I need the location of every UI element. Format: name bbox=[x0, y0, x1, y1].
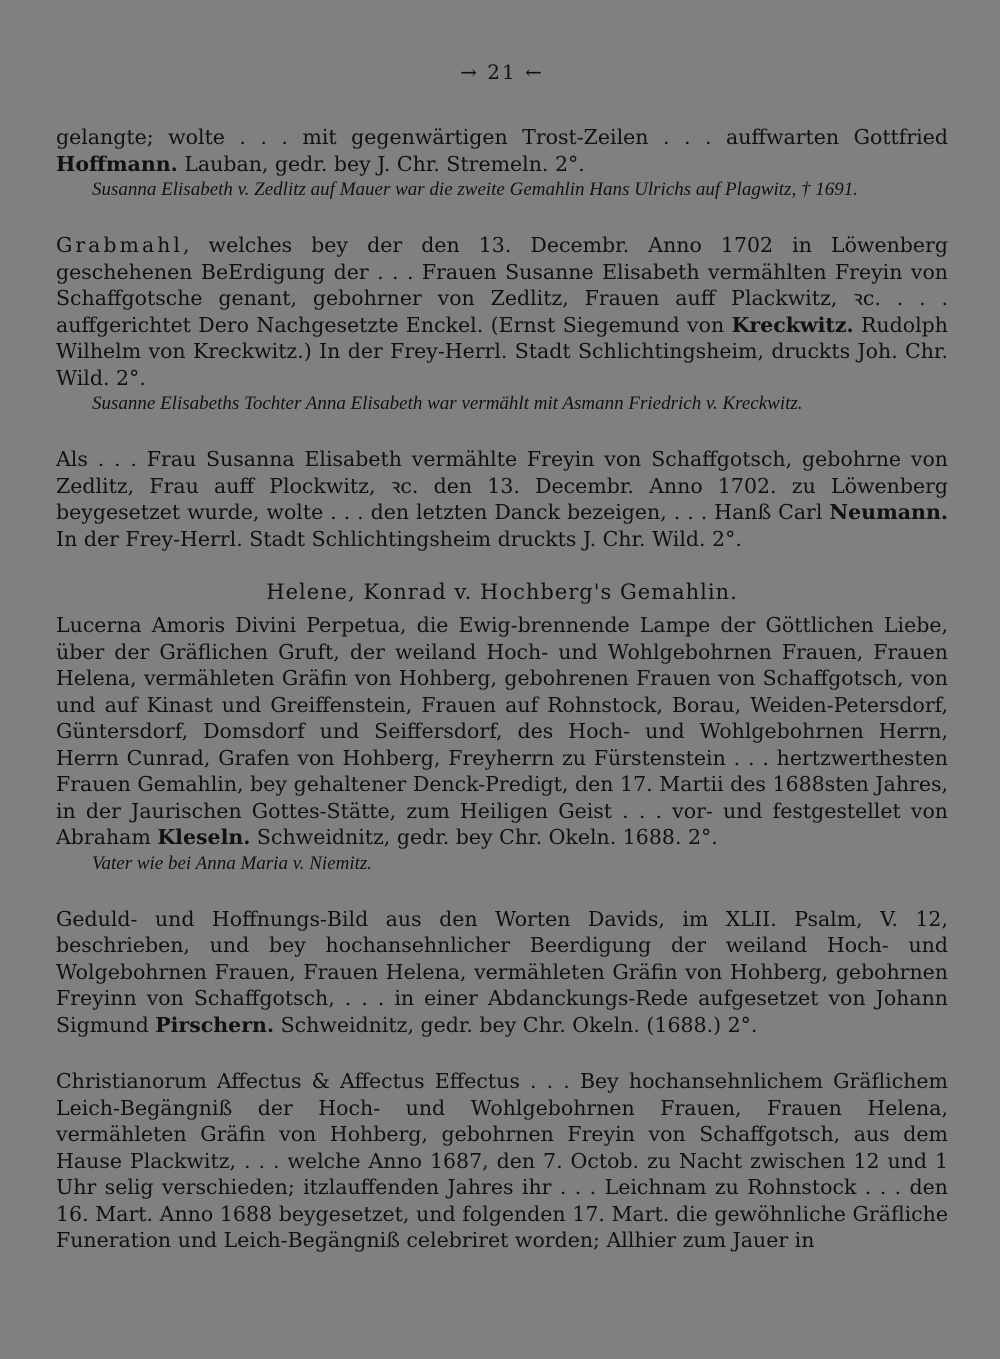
entry-text: Lauban, gedr. bey J. Chr. Stremeln. 2°. bbox=[177, 151, 585, 176]
entry-text: Christianorum Affectus & Affectus Effectus . . . Bey hochansehnlichem Gräflichem Leich-Begängniß der Hoch- und Wohlgebohrnen Frauen, Frauen Helena, vermähleten Gräfin von Hohberg, gebohrnen Freyin von Schaffgotsch, aus dem Hause Plackwitz, . . . welche Anno 1687, den 7. Octob. zu Nacht zwischen 12 und 1 Uhr selig verschieden; itzlauffenden Jahres ihr . . . Leichnam zu Rohnstock . . . den 16. Mart. Anno 1688 beygesetzet, und folgenden 17. Mart. die gewöhnliche Gräfliche Funeration und Leich-Begängniß celebriret worden; Allhier zum Jauer in bbox=[56, 1069, 948, 1252]
author-name: Hoffmann. bbox=[56, 151, 178, 176]
book-page bbox=[56, 60, 948, 1254]
entry-text: Lucerna Amoris Divini Perpetua, die Ewig-brennende Lampe der Göttlichen Liebe, über der Gräflichen Gruft, der weiland Hoch- und Wohlgebohrnen Frauen, Frauen Helena, vermähleten Gräfin von Hohberg, gebohrenen Frauen von Schaffgotsch, von und auf Kinast und Greiffenstein, Frauen auf Rohnstock, Borau, Weiden-Petersdorf, Güntersdorf, Domsdorf und Seiffersdorf, des Hoch- und Wohlgebohrnen Herrn, Herrn Cunrad, Grafen von Hohberg, Freyherrn zu Fürstenstein . . . hertzwerthesten Frauen Gemahlin, bey gehaltener Denck-Predigt, den 17. Martii des 1688sten Jahres, in der Jaurischen Gottes-Stätte, zum Heiligen Geist . . . vor- und festgestellet von Abraham bbox=[56, 613, 948, 849]
author-name: Kreckwitz. bbox=[731, 312, 854, 337]
author-name: Kleseln. bbox=[157, 825, 251, 849]
entry-lead: Grabmahl bbox=[56, 233, 183, 257]
entry-text: In der Frey-Herrl. Stadt Schlichtingsheim druckts J. Chr. Wild. 2°. bbox=[56, 526, 742, 551]
entry-text: Rudolph Wilhelm von Kreckwitz.) In der Frey-Herrl. Stadt Schlichtingsheim, druckts Joh. Chr. Wild. 2°. bbox=[56, 312, 948, 390]
page-number: → 21 ← bbox=[460, 60, 544, 84]
entry-note: Susanne Elisabeths Tochter Anna Elisabeth war vermählt mit Asmann Friedrich v. Kreckwitz. bbox=[92, 393, 803, 414]
entry-note: Vater wie bei Anna Maria v. Niemitz. bbox=[92, 852, 373, 874]
entry-text: Schweidnitz, gedr. bey Chr. Okeln. 1688. 2°. bbox=[250, 825, 718, 849]
author-name: Pirschern. bbox=[155, 1012, 275, 1037]
bibliography-entry bbox=[56, 1068, 948, 1254]
bibliography-entry bbox=[56, 612, 948, 851]
bibliography-entry bbox=[56, 232, 948, 391]
entry-note: Susanna Elisabeth v. Zedlitz auf Mauer war die zweite Gemahlin Hans Ulrichs auf Plagwitz, † 1691. bbox=[92, 179, 858, 200]
entry-text: gelangte; wolte . . . mit gegenwärtigen Trost-Zeilen . . . auffwarten Gottfried bbox=[56, 125, 948, 149]
entry-text: Als . . . Frau Susanna Elisabeth vermählte Freyin von Schaffgotsch, gebohrne von Zedlitz, Frau auff Plockwitz, ꝛc. den 13. Decembr. Anno 1702. zu Löwenberg beygesetzet wurde, wolte . . . den letzten Danck bezeigen, . . . Hanß Carl bbox=[56, 447, 948, 524]
entry-text: Geduld- und Hoffnungs-Bild aus den Worten Davids, im XLII. Psalm, V. 12, beschrieben, und bey hochansehnlicher Beerdigung der weiland Hoch- und Wolgebohrnen Frauen, Frauen Helena, vermähleten Gräfin von Hohberg, gebohrnen Freyinn von Schaffgotsch, . . . in einer Abdanckungs-Rede aufgesetzet von Johann Sigmund bbox=[56, 906, 948, 1037]
entry-text: Schweidnitz, gedr. bey Chr. Okeln. (1688.) 2°. bbox=[274, 1012, 758, 1037]
author-name: Neumann. bbox=[829, 500, 948, 524]
entry-text: , welches bey der den 13. Decembr. Anno 1702 in Löwenberg geschehenen BeErdigung der . . . Frauen Susanne Elisabeth vermählten Freyin von Schaffgotsche genant, gebohrner von Zedlitz, Frauen auff Plackwitz, ꝛc. . . . auffgerichtet Dero Nachgesetzte Enckel. (Ernst Siegemund von bbox=[56, 233, 948, 337]
bibliography-entry bbox=[56, 906, 948, 1039]
bibliography-entry bbox=[56, 446, 948, 552]
section-heading: Helene, Konrad v. Hochberg's Gemahlin. bbox=[266, 580, 738, 604]
bibliography-entry bbox=[56, 124, 948, 177]
